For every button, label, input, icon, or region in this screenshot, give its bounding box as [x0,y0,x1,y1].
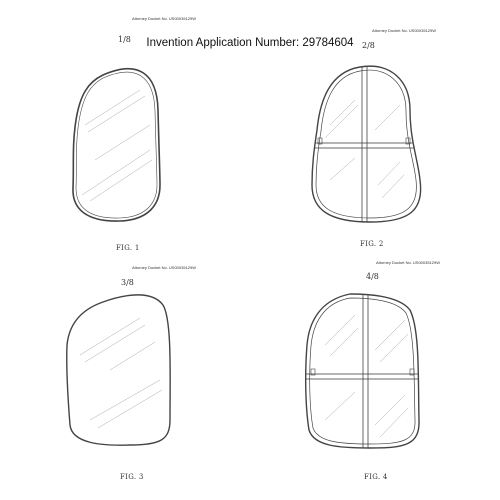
sheet-number-3: 3/8 [121,278,134,287]
fig-3-caption: FIG. 3 [120,473,144,481]
fig-2-drawing [300,60,430,230]
fig-4-drawing [300,285,430,460]
application-number-title: Invention Application Number: 29784604 [146,37,354,49]
fig-1-caption: FIG. 1 [116,244,140,252]
fig-4-caption: FIG. 4 [364,473,388,481]
sheet-number-4: 4/8 [366,272,379,281]
fig-2-caption: FIG. 2 [360,240,384,248]
docket-number-sheet-1: Attorney Docket No. US00035129W [132,16,197,21]
sheet-number-2: 2/8 [362,41,375,50]
docket-number-sheet-4: Attorney Docket No. US00035129W [376,260,441,265]
docket-number-sheet-2: Attorney Docket No. US00035129W [372,28,437,33]
fig-3-drawing [67,295,170,445]
docket-number-sheet-3: Attorney Docket No. US00035129W [132,265,197,270]
fig-1-drawing [73,69,160,221]
sheet-number-1: 1/8 [118,35,131,44]
